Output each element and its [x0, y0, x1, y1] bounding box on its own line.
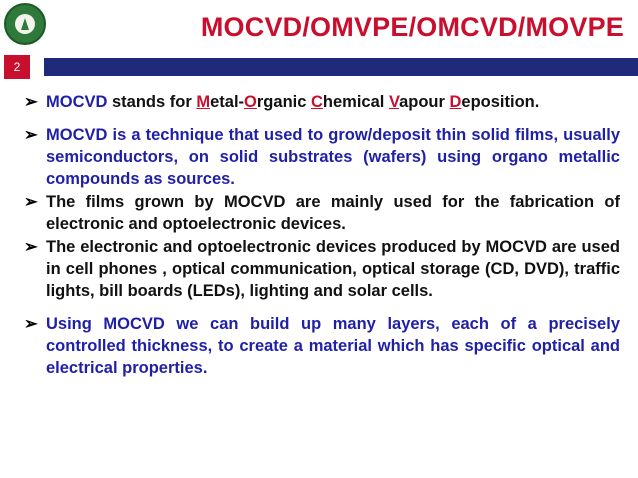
bullet-list [24, 91, 620, 379]
bullet-3 [24, 191, 620, 235]
arrow-bullet-icon: ➢ [24, 93, 38, 111]
acronym-letter-m: M [196, 93, 211, 111]
bullet-1-text-a: stands for [107, 93, 197, 111]
bullet-1 [24, 91, 620, 113]
arrow-bullet-icon: ➢ [24, 126, 38, 144]
acronym-letter-c: C [311, 93, 323, 111]
header-rule [44, 58, 638, 76]
bullet-5 [24, 313, 620, 379]
arrow-bullet-icon: ➢ [24, 238, 38, 256]
page-number: 2 [4, 55, 30, 79]
acronym-letter-d: D [449, 93, 462, 111]
university-logo [4, 3, 46, 45]
acronym-letter-o: O [244, 93, 257, 111]
bullet-4-text: The electronic and optoelectronic devices produced by MOCVD are used in cell phones , optical communication, optical storage (CD, DVD), traffic lights, bill boards (LEDs), lighting and solar cells. [46, 238, 620, 300]
acronym-letter-v: V [388, 93, 400, 111]
bullet-1-text-b: etal- [210, 93, 245, 111]
bullet-3-text: The films grown by MOCVD are mainly used for the fabrication of electronic and optoelectronic devices. [46, 193, 620, 233]
bullet-1-text-f: eposition. [461, 93, 540, 111]
bullet-1-text-e: apour [399, 93, 450, 111]
slide-title: MOCVD/OMVPE/OMCVD/MOVPE [200, 12, 624, 42]
bullet-1-text-c: rganic [256, 93, 311, 111]
arrow-bullet-icon: ➢ [24, 315, 38, 333]
bullet-5-text: Using MOCVD we can build up many layers, each of a precisely controlled thickness, to create a material which has specific optical and electrical properties. [46, 315, 620, 377]
bullet-1-lead: MOCVD [46, 93, 108, 111]
bullet-2-text: MOCVD is a technique that used to grow/deposit thin solid films, usually semiconductors, on solid substrates (wafers) using organo metallic compounds as sources. [46, 126, 620, 188]
bullet-4 [24, 236, 620, 302]
bullet-1-text-d: hemical [322, 93, 389, 111]
bullet-2 [24, 124, 620, 190]
arrow-bullet-icon: ➢ [24, 193, 38, 211]
